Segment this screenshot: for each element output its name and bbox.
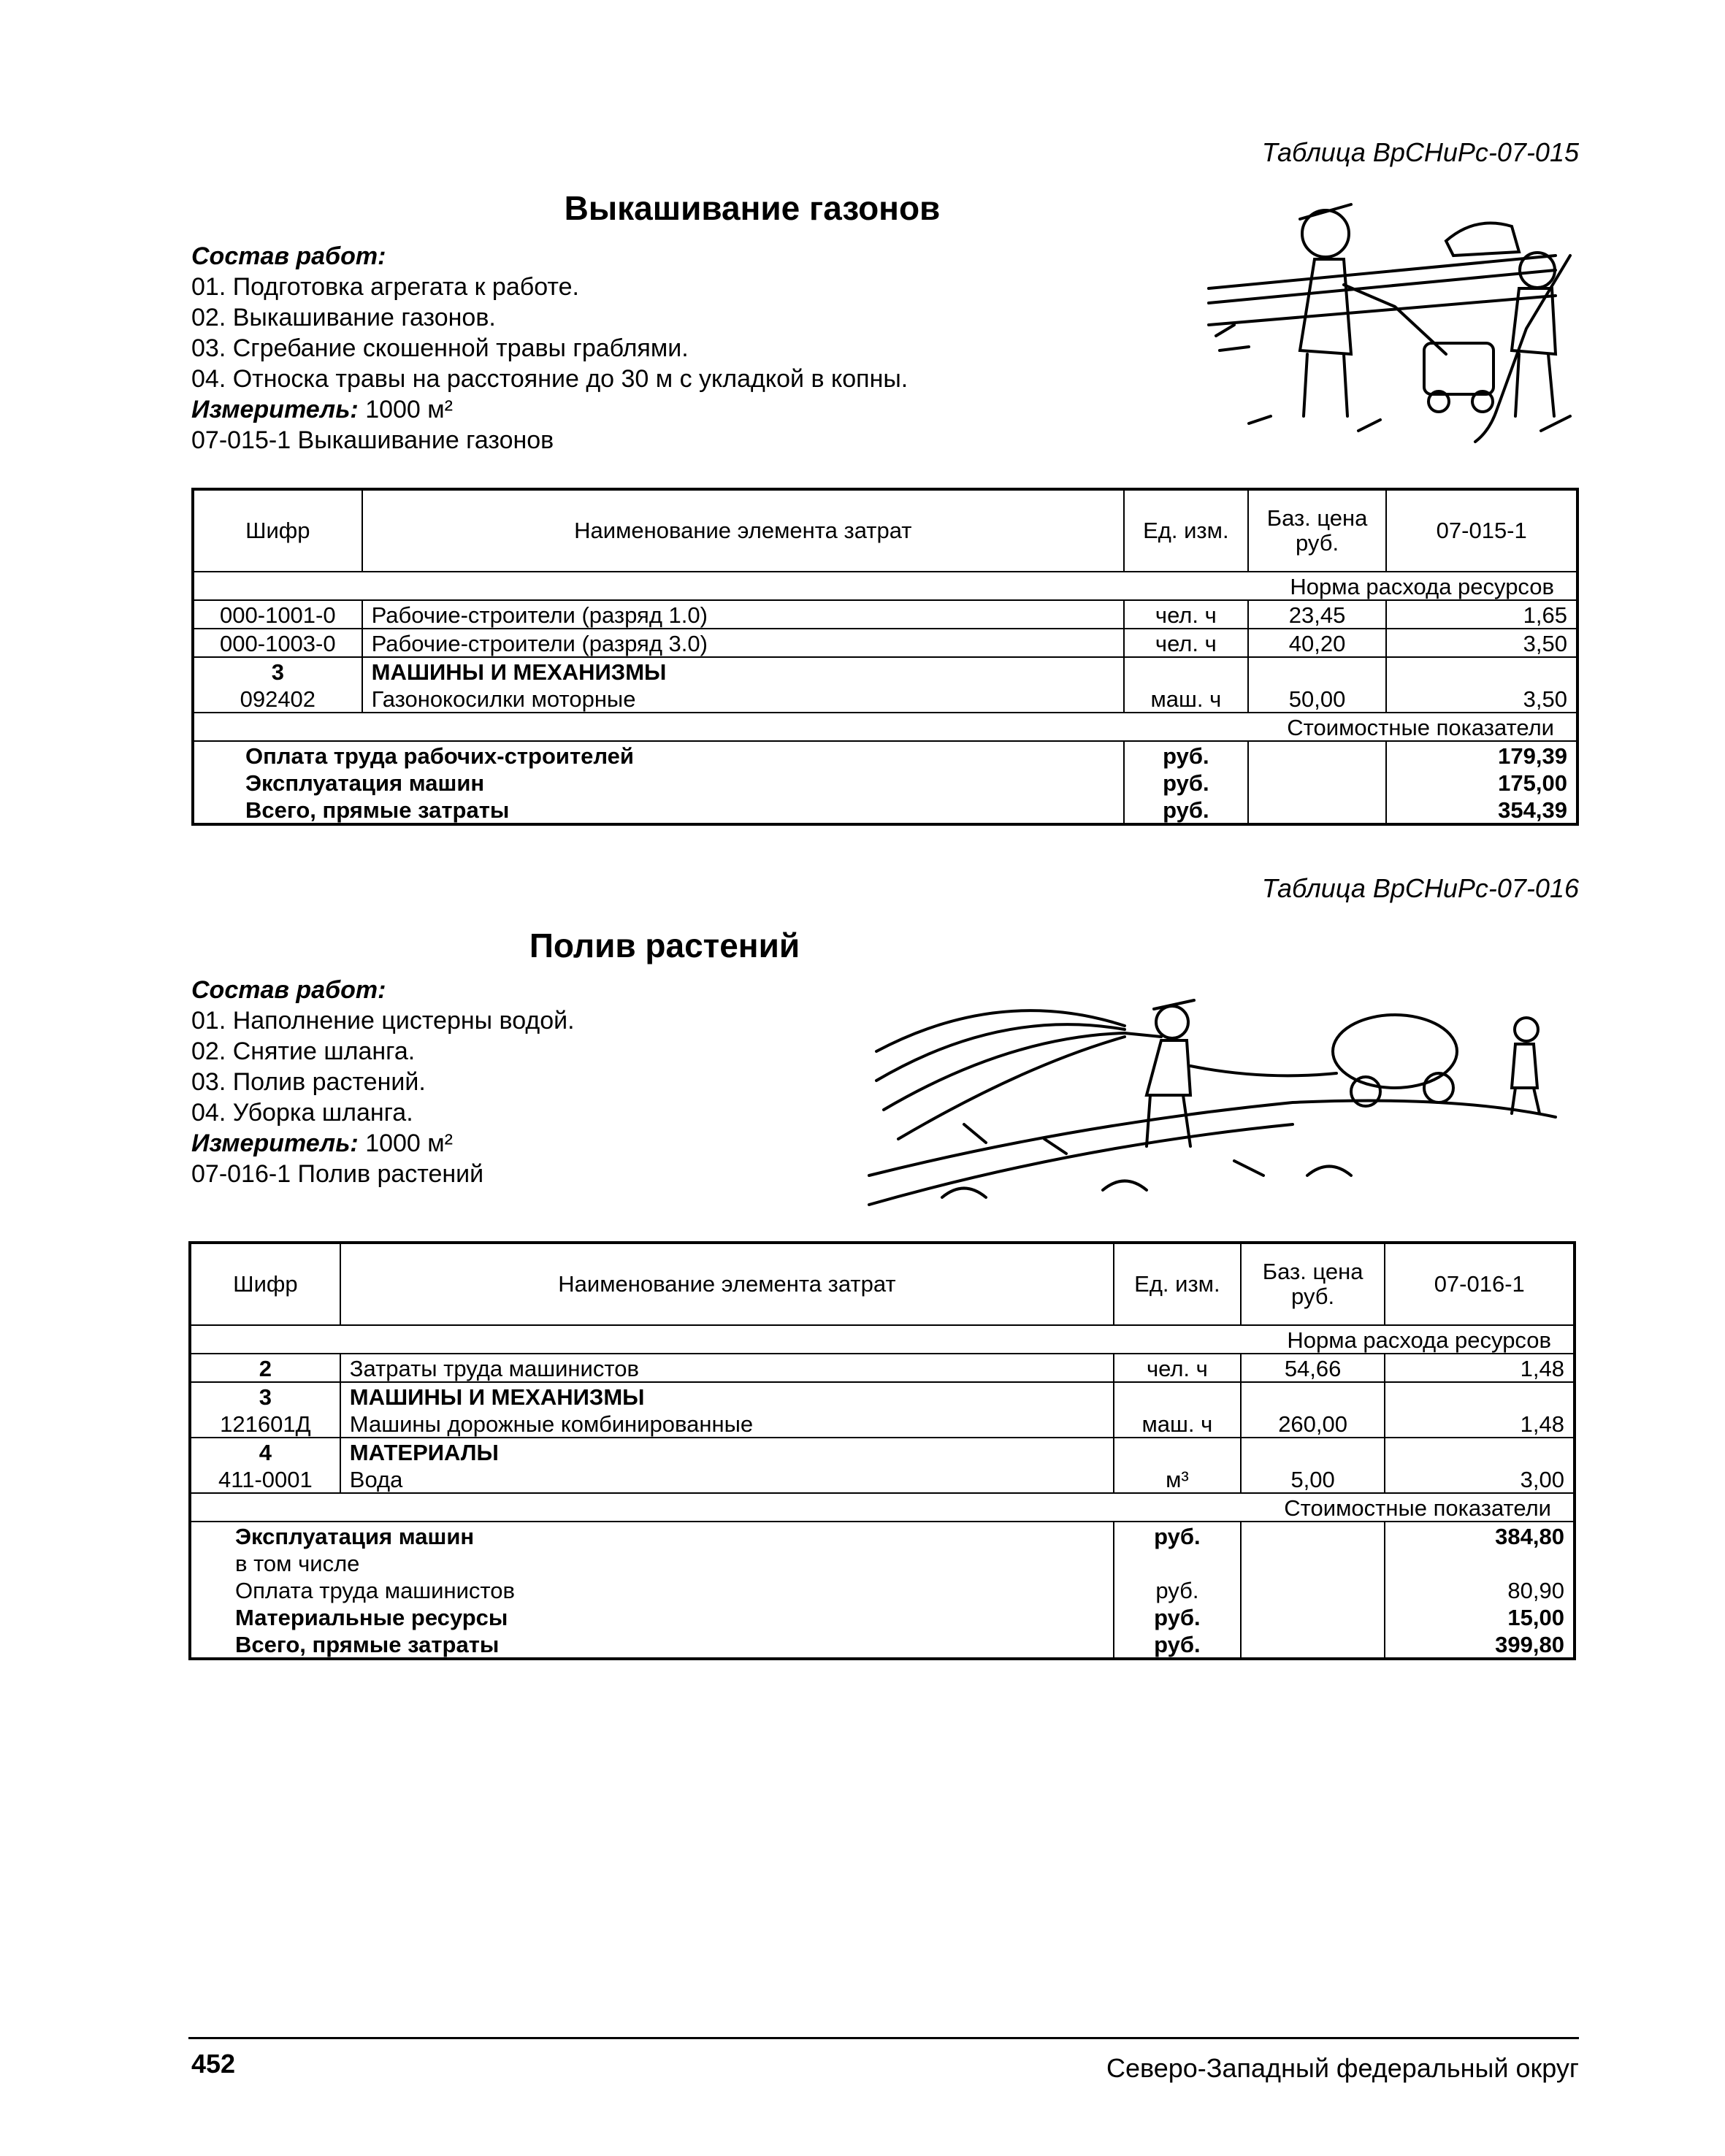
row-name: МАШИНЫ И МЕХАНИЗМЫ xyxy=(362,657,1124,685)
cost-name: Всего, прямые затраты xyxy=(190,1630,1114,1659)
row-value: 1,65 xyxy=(1386,600,1577,629)
cost-unit: руб. xyxy=(1114,1630,1241,1659)
table-row xyxy=(190,1410,1575,1438)
cost-unit: руб. xyxy=(1124,741,1248,769)
cost-name: в том числе xyxy=(190,1549,1114,1576)
cost-unit xyxy=(1114,1549,1241,1576)
code-line: 07-016-1 Полив растений xyxy=(191,1160,484,1188)
meter-label: Измеритель: xyxy=(191,1129,359,1157)
row-code: 3 xyxy=(193,657,362,685)
cost-row xyxy=(190,1549,1575,1576)
cost-name: Оплата труда машинистов xyxy=(190,1576,1114,1603)
header-row xyxy=(190,1243,1575,1325)
cost-value: 175,00 xyxy=(1386,769,1577,796)
row-code: 411-0001 xyxy=(190,1465,340,1493)
cost-header-row xyxy=(193,713,1577,741)
row-code: 2 xyxy=(190,1354,340,1382)
cost-price xyxy=(1241,1603,1385,1630)
cost-table-015 xyxy=(191,488,1579,826)
cost-unit: руб. xyxy=(1114,1522,1241,1549)
row-name: Газонокосилки моторные xyxy=(362,685,1124,713)
row-name: МАШИНЫ И МЕХАНИЗМЫ xyxy=(340,1382,1114,1410)
cost-value: 399,80 xyxy=(1385,1630,1575,1659)
col-name-header: Наименование элемента затрат xyxy=(362,489,1124,572)
cost-header: Стоимостные показатели xyxy=(193,713,1577,741)
intro-015 xyxy=(191,241,908,456)
row-value: 1,48 xyxy=(1385,1410,1575,1438)
row-unit: маш. ч xyxy=(1124,685,1248,713)
row-price: 50,00 xyxy=(1248,685,1387,713)
table-row xyxy=(190,1382,1575,1410)
norm-header: Норма расхода ресурсов xyxy=(193,572,1577,600)
table-row xyxy=(193,657,1577,685)
cost-header-row xyxy=(190,1493,1575,1522)
cost-price xyxy=(1248,741,1387,769)
row-price: 260,00 xyxy=(1241,1410,1385,1438)
step-item: 03. Полив растений. xyxy=(191,1068,426,1096)
row-value: 3,50 xyxy=(1386,629,1577,657)
table-row xyxy=(193,685,1577,713)
table-row xyxy=(190,1438,1575,1465)
col-value-header: 07-016-1 xyxy=(1385,1243,1575,1325)
col-code-header: Шифр xyxy=(193,489,362,572)
cost-row xyxy=(193,741,1577,769)
table-label-015: Таблица ВрСНиРс-07-015 xyxy=(1261,137,1579,167)
row-price: 5,00 xyxy=(1241,1465,1385,1493)
row-value xyxy=(1385,1382,1575,1410)
watering-illustration xyxy=(854,956,1577,1227)
cost-unit: руб. xyxy=(1114,1576,1241,1603)
meter-value: 1000 м² xyxy=(365,396,453,423)
cost-row xyxy=(190,1576,1575,1603)
cost-value: 80,90 xyxy=(1385,1576,1575,1603)
row-name: Вода xyxy=(340,1465,1114,1493)
row-value xyxy=(1385,1438,1575,1465)
table-row xyxy=(190,1465,1575,1493)
table-row xyxy=(190,1354,1575,1382)
cost-name: Материальные ресурсы xyxy=(190,1603,1114,1630)
intro-016 xyxy=(191,975,575,1189)
row-price xyxy=(1241,1438,1385,1465)
cost-value xyxy=(1385,1549,1575,1576)
row-price: 40,20 xyxy=(1248,629,1387,657)
cost-row xyxy=(193,796,1577,824)
header-row xyxy=(193,489,1577,572)
row-value: 1,48 xyxy=(1385,1354,1575,1382)
cost-header: Стоимостные показатели xyxy=(190,1493,1575,1522)
composition-label: Состав работ: xyxy=(191,242,386,270)
meter-label: Измеритель: xyxy=(191,396,359,423)
row-code: 092402 xyxy=(193,685,362,713)
step-item: 04. Относка травы на расстояние до 30 м с укладкой в копны. xyxy=(191,365,909,393)
row-unit: маш. ч xyxy=(1114,1410,1241,1438)
col-price-header: Баз. цена руб. xyxy=(1241,1243,1385,1325)
col-unit-header: Ед. изм. xyxy=(1124,489,1248,572)
row-unit: чел. ч xyxy=(1114,1354,1241,1382)
section-title-016: Полив растений xyxy=(529,927,800,964)
row-code: 3 xyxy=(190,1382,340,1410)
mowing-illustration xyxy=(1205,197,1585,445)
row-name: Затраты труда машинистов xyxy=(340,1354,1114,1382)
row-value xyxy=(1386,657,1577,685)
cost-name: Эксплуатация машин xyxy=(193,769,1124,796)
row-unit: чел. ч xyxy=(1124,629,1248,657)
table-label-016: Таблица ВрСНиРс-07-016 xyxy=(1261,873,1579,903)
cost-value: 15,00 xyxy=(1385,1603,1575,1630)
row-value: 3,00 xyxy=(1385,1465,1575,1493)
meter-line xyxy=(191,1128,575,1159)
code-line: 07-015-1 Выкашивание газонов xyxy=(191,426,554,454)
norm-header-row xyxy=(193,572,1577,600)
step-item: 01. Наполнение цистерны водой. xyxy=(191,1007,575,1035)
cost-name: Оплата труда рабочих-строителей xyxy=(193,741,1124,769)
step-item: 01. Подготовка агрегата к работе. xyxy=(191,273,579,301)
row-value: 3,50 xyxy=(1386,685,1577,713)
col-name-header: Наименование элемента затрат xyxy=(340,1243,1114,1325)
row-price xyxy=(1248,657,1387,685)
cost-price xyxy=(1241,1522,1385,1549)
row-unit xyxy=(1114,1438,1241,1465)
table-row xyxy=(193,600,1577,629)
cost-price xyxy=(1248,769,1387,796)
cost-unit: руб. xyxy=(1124,769,1248,796)
row-price: 23,45 xyxy=(1248,600,1387,629)
cost-table-016 xyxy=(188,1241,1576,1660)
cost-row xyxy=(190,1522,1575,1549)
row-unit xyxy=(1114,1382,1241,1410)
step-item: 03. Сгребание скошенной травы граблями. xyxy=(191,334,689,362)
cost-price xyxy=(1241,1630,1385,1659)
row-code: 4 xyxy=(190,1438,340,1465)
col-code-header: Шифр xyxy=(190,1243,340,1325)
cost-row xyxy=(190,1603,1575,1630)
row-name: МАТЕРИАЛЫ xyxy=(340,1438,1114,1465)
meter-value: 1000 м² xyxy=(365,1129,453,1157)
footer-rule xyxy=(188,2037,1579,2039)
col-price-header: Баз. цена руб. xyxy=(1248,489,1387,572)
step-item: 04. Уборка шланга. xyxy=(191,1099,413,1127)
cost-price xyxy=(1241,1576,1385,1603)
row-price xyxy=(1241,1382,1385,1410)
cost-value: 384,80 xyxy=(1385,1522,1575,1549)
cost-value: 354,39 xyxy=(1386,796,1577,824)
footer-region: Северо-Западный федеральный округ xyxy=(1106,2053,1579,2083)
cost-price xyxy=(1248,796,1387,824)
row-name: Рабочие-строители (разряд 3.0) xyxy=(362,629,1124,657)
cost-value: 179,39 xyxy=(1386,741,1577,769)
step-item: 02. Выкашивание газонов. xyxy=(191,304,496,331)
row-price: 54,66 xyxy=(1241,1354,1385,1382)
meter-line xyxy=(191,394,908,425)
norm-header-row xyxy=(190,1325,1575,1354)
row-name: Рабочие-строители (разряд 1.0) xyxy=(362,600,1124,629)
cost-name: Эксплуатация машин xyxy=(190,1522,1114,1549)
cost-name: Всего, прямые затраты xyxy=(193,796,1124,824)
table-row xyxy=(193,629,1577,657)
cost-row xyxy=(193,769,1577,796)
composition-label: Состав работ: xyxy=(191,976,386,1004)
cost-row xyxy=(190,1630,1575,1659)
cost-price xyxy=(1241,1549,1385,1576)
row-name: Машины дорожные комбинированные xyxy=(340,1410,1114,1438)
row-unit: м³ xyxy=(1114,1465,1241,1493)
row-code: 000-1001-0 xyxy=(193,600,362,629)
section-title-015: Выкашивание газонов xyxy=(564,189,941,227)
col-value-header: 07-015-1 xyxy=(1386,489,1577,572)
norm-header: Норма расхода ресурсов xyxy=(190,1325,1575,1354)
page-number: 452 xyxy=(191,2049,236,2079)
row-code: 121601Д xyxy=(190,1410,340,1438)
col-unit-header: Ед. изм. xyxy=(1114,1243,1241,1325)
step-item: 02. Снятие шланга. xyxy=(191,1037,416,1065)
row-unit: чел. ч xyxy=(1124,600,1248,629)
cost-unit: руб. xyxy=(1124,796,1248,824)
cost-unit: руб. xyxy=(1114,1603,1241,1630)
row-code: 000-1003-0 xyxy=(193,629,362,657)
row-unit xyxy=(1124,657,1248,685)
